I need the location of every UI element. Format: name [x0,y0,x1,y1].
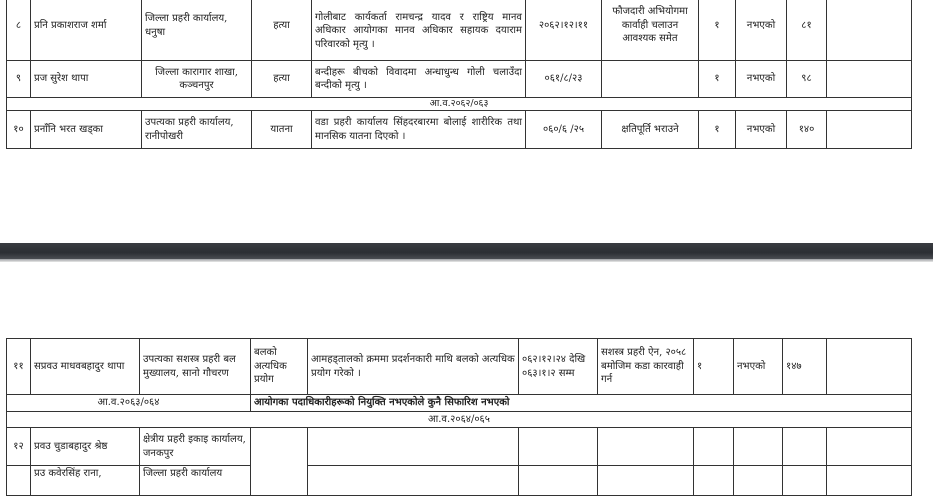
date-cell: ०६२।१२।२४ देखि ०६३।१।२ सम्म [519,339,598,395]
table-row [7,428,912,466]
description-cell: वडा प्रहरी कार्यालय सिंहदरबारमा बोलाई शारीरिक तथा मानसिक यातना दिएको । [312,111,526,149]
recommendation-cell [598,466,694,496]
table-row [7,466,912,496]
remarks-cell [827,428,912,466]
year-row [7,411,912,428]
recommendation-cell: सशस्त्र प्रहरी ऐन, २०५८ बमोजिम कडा कारवाही गर्न [598,339,694,395]
case-type-cell: हत्या [252,61,312,98]
date-cell: २०६२।१२।११ [526,0,602,61]
count-cell [694,466,734,496]
status-cell: नभएको [736,111,787,149]
fiscal-year-label: आ.व.२०६३/०६४ [7,395,251,412]
year-row [7,98,912,111]
officer-name-cell: प्रनाँनि भरत खड्का [31,111,142,149]
count-cell: १ [699,0,736,61]
case-type-cell: यातना [252,111,312,149]
table-row [7,111,912,149]
officer-name-cell: सप्रवउ माधवबहादुर थापा [31,339,140,395]
number-cell [783,466,827,496]
status-cell: नभएको [736,0,787,61]
remarks-cell [827,466,912,496]
description-cell: बन्दीहरू बीचको विवादमा अन्धाधुन्ध गोली चलाउँदा बन्दीको मृत्यु । [312,61,526,98]
serial-cell: ८ [7,0,31,61]
date-cell [519,428,598,466]
count-cell [694,428,734,466]
officer-name-cell: प्रज सुरेश थापा [31,61,142,98]
recommendation-cell [602,61,699,98]
remarks-cell [827,0,912,61]
fiscal-year-label: आ.व.२०६२/०६३ [7,98,912,111]
description-cell [308,428,519,466]
serial-cell: १२ [7,428,31,466]
status-cell: नभएको [736,61,787,98]
number-cell: १४० [787,111,827,149]
date-cell: ०६१/८/२३ [526,61,602,98]
recommendation-cell: क्षतिपूर्ति भराउने [602,111,699,149]
case-type-cell [251,428,308,496]
remarks-cell [827,111,912,149]
no-recommendation-note: आयोगका पदाधिकारीहरूको नियुक्ति नभएकोले कुनै सिफारिश नभएको [251,395,912,412]
case-type-cell: बलको अत्यधिक प्रयोग [251,339,308,395]
fiscal-year-label: आ.व.२०६४/०६५ [7,411,912,428]
table-row [7,339,912,395]
status-cell [734,466,783,496]
serial-cell: ९ [7,61,31,98]
officer-name-cell: प्रवउ चुडाबहादुर श्रेष्ठ [31,428,140,466]
page-divider [0,243,933,259]
date-cell: ०६०/६ /२५ [526,111,602,149]
number-cell: ८१ [787,0,827,61]
page-bottom [0,262,933,484]
office-cell: जिल्ला कारागार शाखा, कञ्चनपुर [142,61,252,98]
table-row [7,0,912,61]
year-row [7,395,912,412]
recommendation-cell: फौजदारी अभियोगमा कार्वाही चलाउन आवश्यक समेत [602,0,699,61]
serial-cell: ११ [7,339,31,395]
office-cell: उपत्यका सशस्त्र प्रहरी बल मुख्यालय, सानो गौचरण [140,339,251,395]
status-cell [734,428,783,466]
number-cell: ९८ [787,61,827,98]
case-type-cell: हत्या [252,0,312,61]
description-cell [308,466,519,496]
officer-name-cell: प्रउ कवेरसिंह राना, [31,466,140,496]
cases-table-bottom [6,338,912,496]
count-cell: १ [694,339,734,395]
description-cell: गोलीबाट कार्यकर्ता रामचन्द्र यादव र राष्ट्रिय मानव अधिकार आयोगका मानव अधिकार सहायक दयाराम परिवारको मृत्यु । [312,0,526,61]
serial-cell [7,466,31,496]
number-cell: १४७ [783,339,827,395]
office-cell: क्षेत्रीय प्रहरी इकाइ कार्यालय, जनकपुर [140,428,251,466]
remarks-cell [827,339,912,395]
number-cell [783,428,827,466]
count-cell: १ [699,111,736,149]
office-cell: जिल्ला प्रहरी कार्यालय [140,466,251,496]
description-cell: आमहड्तालको क्रममा प्रदर्शनकारी माथि बलको अत्यधिक प्रयोग गरेको । [308,339,519,395]
officer-name-cell: प्रनि प्रकाशराज शर्मा [31,0,142,61]
date-cell [519,466,598,496]
remarks-cell [827,61,912,98]
cases-table-top [6,0,912,149]
page-top [0,0,933,243]
office-cell: जिल्ला प्रहरी कार्यालय, धनुषा [142,0,252,61]
count-cell: १ [699,61,736,98]
table-row [7,61,912,98]
status-cell: नभएको [734,339,783,395]
recommendation-cell [598,428,694,466]
serial-cell: १० [7,111,31,149]
office-cell: उपत्यका प्रहरी कार्यालय, रानीपोखरी [142,111,252,149]
